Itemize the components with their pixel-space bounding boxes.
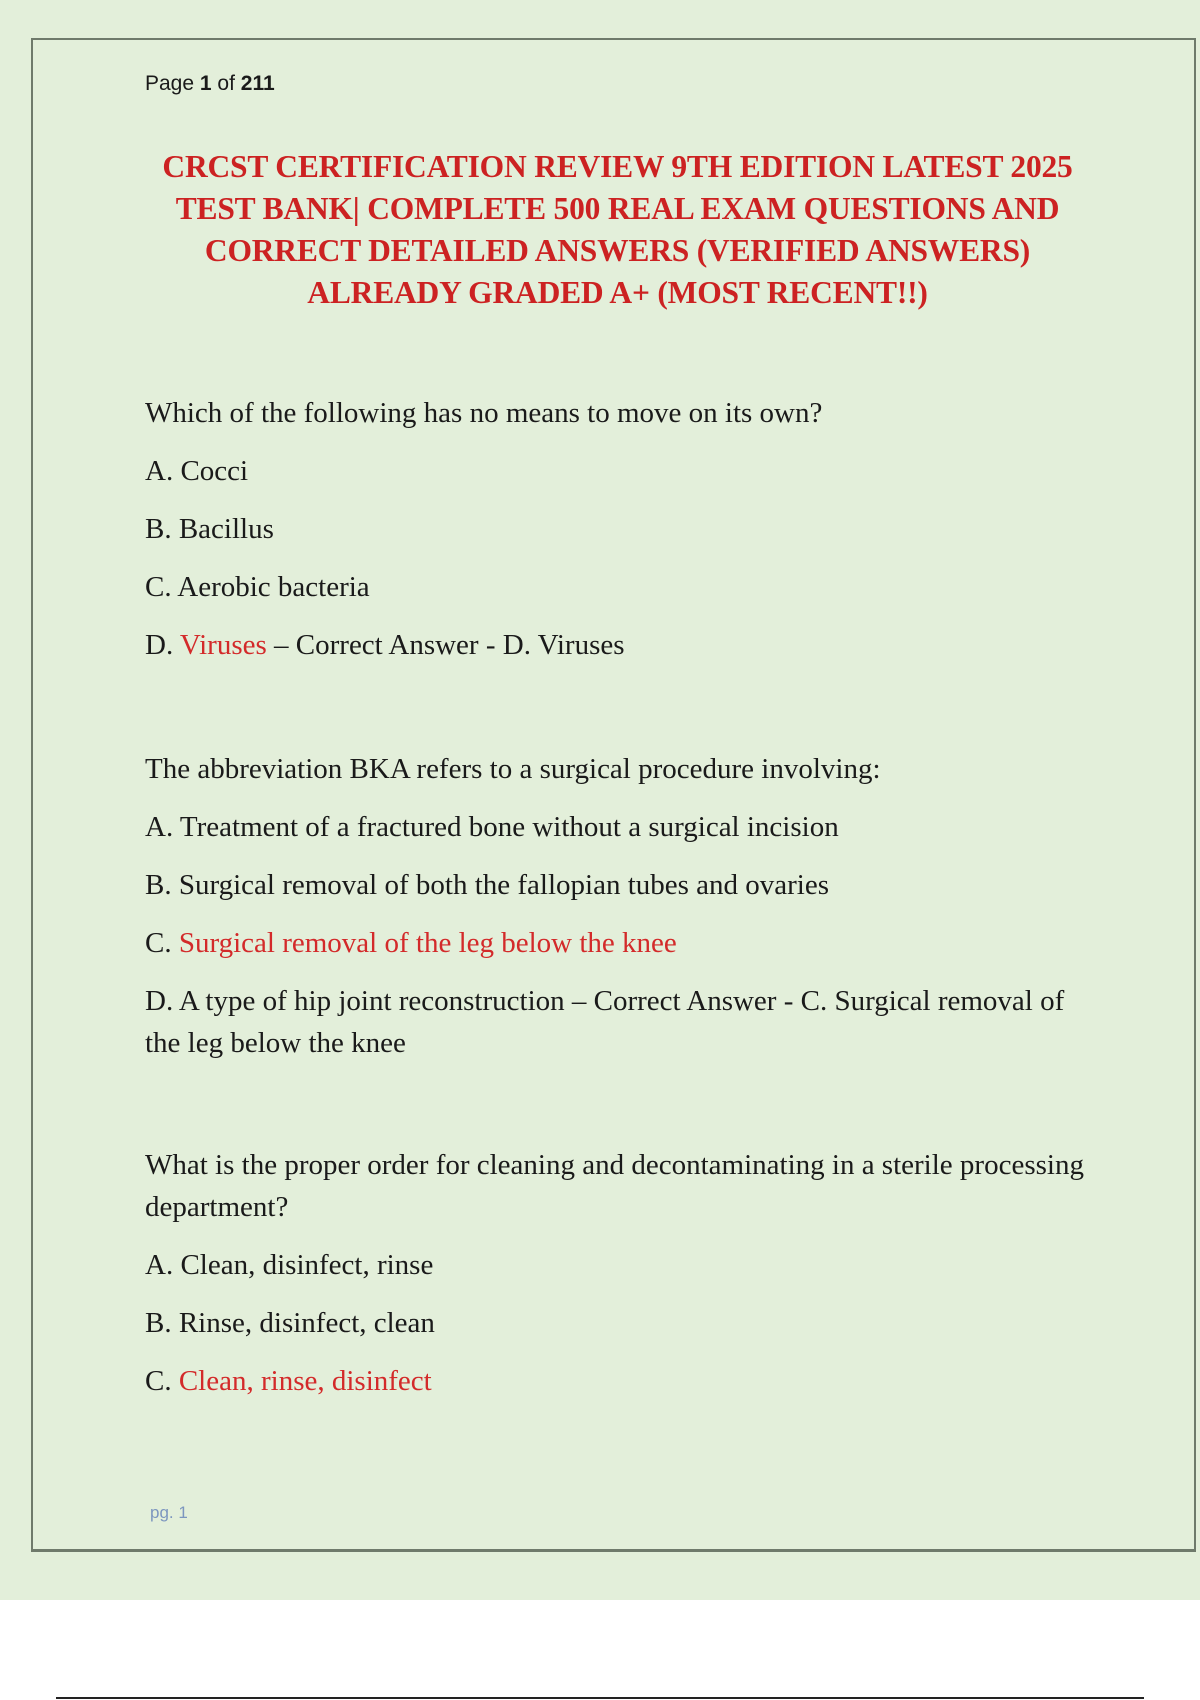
option-b: B. Surgical removal of both the fallopian tubes and ovaries [145, 869, 830, 901]
bottom-divider [56, 1697, 1144, 1699]
question-stem: Which of the following has no means to move on its own? [145, 397, 823, 429]
option-a: A. Treatment of a fractured bone without a surgical incision [145, 811, 839, 843]
option-a: A. Cocci [145, 455, 249, 487]
correct-answer-highlight: Surgical removal of the leg below the knee [178, 927, 677, 959]
correct-answer-highlight: Clean, rinse, disinfect [178, 1365, 432, 1397]
page-label: Page [145, 72, 195, 95]
page-footer: pg. 1 [150, 1503, 188, 1522]
option-d: D. Viruses – Correct Answer - D. Viruses [145, 629, 625, 661]
option-c: C. Aerobic bacteria [145, 571, 370, 603]
question-stem: The abbreviation BKA refers to a surgical procedure involving: [145, 753, 881, 785]
option-c: C. Surgical removal of the leg below the knee [145, 927, 677, 959]
page-number-header [145, 72, 275, 96]
question-2 [145, 748, 1105, 1064]
option-b: B. Bacillus [145, 513, 274, 545]
total-pages: 211 [240, 72, 275, 95]
question-3 [145, 1144, 1105, 1402]
option-b: B. Rinse, disinfect, clean [145, 1307, 435, 1339]
correct-answer-highlight: Viruses [179, 629, 267, 661]
document-title: CRCST CERTIFICATION REVIEW 9TH EDITION LATEST 2025 TEST BANK| COMPLETE 500 REAL EXAM QUESTIONS AND CORRECT DETAILED ANSWERS (VERIFIED ANSWERS) ALREADY GRADED A+ (MOST RECENT!!) [162, 149, 1073, 310]
answer-key: – Correct Answer - D. Viruses [266, 629, 625, 661]
option-c: C. Clean, rinse, disinfect [145, 1365, 432, 1397]
answer-key: – Correct Answer - C. Surgical removal of the leg below the knee [145, 985, 1065, 1059]
question-stem: What is the proper order for cleaning and decontaminating in a sterile processing department? [145, 1149, 1084, 1223]
current-page: 1 [199, 72, 212, 95]
question-1 [145, 392, 1105, 666]
option-a: A. Clean, disinfect, rinse [145, 1249, 434, 1281]
page-of-label: of [217, 72, 235, 95]
option-d: D. A type of hip joint reconstruction – Correct Answer - C. Surgical removal of the leg below the knee [145, 985, 1065, 1059]
